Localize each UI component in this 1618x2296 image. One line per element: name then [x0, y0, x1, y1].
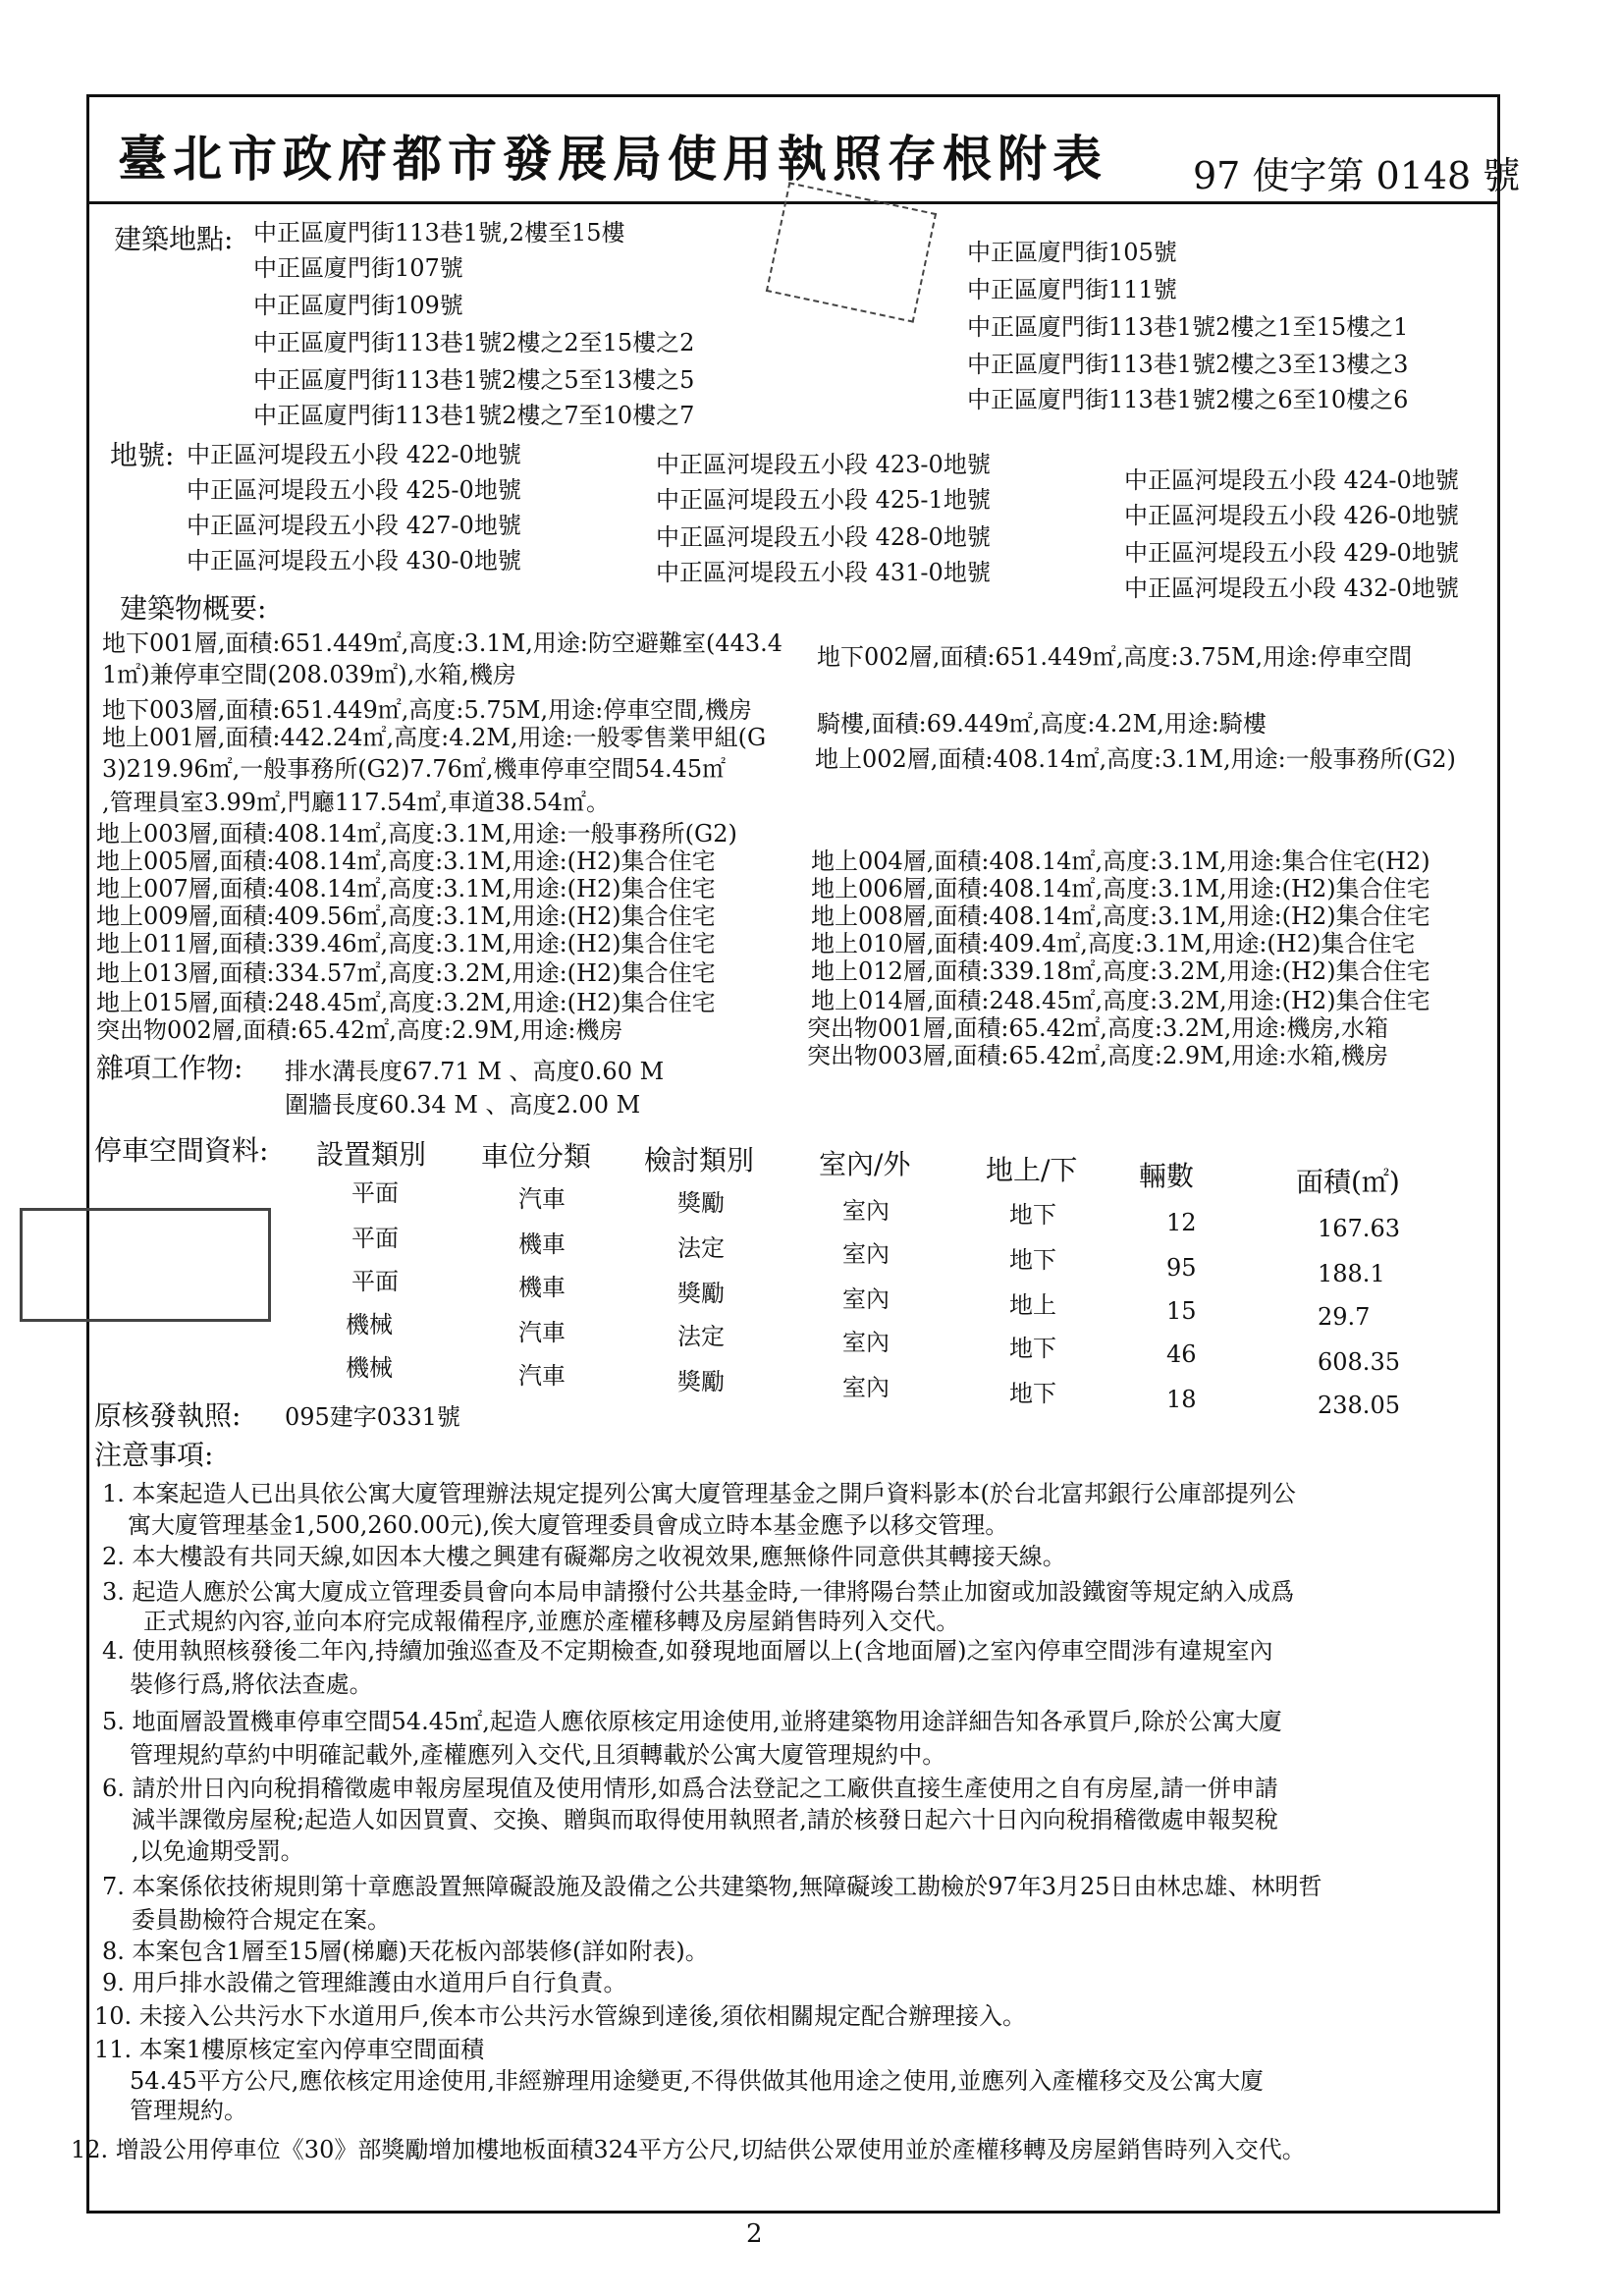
lot-c2-0: 中正區河堤段五小段 423-0地號 — [656, 451, 991, 478]
parking-r2-c6: 29.7 — [1318, 1303, 1371, 1331]
note-line-0: 1. 本案起造人已出具依公寓大廈管理辦法規定提列公寓大廈管理基金之開戶資料影本(於台北富邦銀行公庫部提列公 — [102, 1480, 1296, 1507]
lot-c1-0: 中正區河堤段五小段 422-0地號 — [187, 441, 521, 468]
misc-line1: 排水溝長度67.71 M 、高度0.60 M — [285, 1058, 665, 1085]
notes-label: 注意事項: — [94, 1439, 214, 1471]
parking-r4-c0: 機械 — [346, 1354, 393, 1382]
note-line-11: ,以免逾期受罰。 — [132, 1837, 304, 1865]
parking-r2-c5: 15 — [1166, 1297, 1197, 1325]
note-line-20: 12. 增設公用停車位《30》部獎勵增加樓地板面積324平方公尺,切結供公眾使用並於產權移轉及房屋銷售時列入交代。 — [71, 2136, 1306, 2163]
note-line-8: 管理規約草約中明確記載外,產權應列入交代,且須轉載於公寓大廈管理規約中。 — [130, 1741, 946, 1769]
seal-stamp-left — [20, 1208, 271, 1322]
parking-r3-c0: 機械 — [346, 1311, 393, 1339]
site-right-0: 中正區廈門街105號 — [967, 239, 1177, 266]
floor-right-1: 地上006層,面積:408.14㎡,高度:3.1M,用途:(H2)集合住宅 — [811, 875, 1430, 902]
site-left-2: 中正區廈門街109號 — [253, 292, 463, 319]
parking-r3-c2: 法定 — [677, 1323, 725, 1350]
note-line-19: 管理規約。 — [130, 2097, 247, 2124]
parking-r0-c2: 獎勵 — [677, 1189, 725, 1217]
parking-r3-c5: 46 — [1166, 1340, 1197, 1368]
floor-right-4: 地上012層,面積:339.18㎡,高度:3.2M,用途:(H2)集合住宅 — [811, 957, 1430, 985]
parking-r0-c6: 167.63 — [1318, 1215, 1400, 1242]
building-l3: 地上001層,面積:442.24㎡,高度:4.2M,用途:一般零售業甲組(G — [102, 724, 767, 751]
parking-r0-c1: 汽車 — [518, 1185, 566, 1213]
floor-left-0: 地上003層,面積:408.14㎡,高度:3.1M,用途:一般事務所(G2) — [96, 820, 737, 847]
parking-r0-c0: 平面 — [351, 1179, 399, 1207]
parking-header-4: 地上/下 — [986, 1154, 1078, 1186]
parking-r2-c1: 機車 — [518, 1274, 566, 1301]
building-l3c: ,管理員室3.99㎡,門廳117.54㎡,車道38.54㎡。 — [102, 789, 611, 816]
note-line-4: 正式規約內容,並向本府完成報備程序,並應於產權移轉及房屋銷售時列入交代。 — [143, 1608, 960, 1635]
parking-r1-c0: 平面 — [351, 1225, 399, 1252]
parking-r4-c2: 獎勵 — [677, 1368, 725, 1395]
site-left-0: 中正區廈門街113巷1號,2樓至15樓 — [253, 219, 625, 246]
floor-left-2: 地上007層,面積:408.14㎡,高度:3.1M,用途:(H2)集合住宅 — [96, 875, 716, 902]
note-line-16: 10. 未接入公共污水下水道用戶,俟本市公共污水管線到達後,須依相關規定配合辦理接入。 — [94, 2002, 1027, 2030]
lot-c3-3: 中正區河堤段五小段 432-0地號 — [1124, 574, 1459, 602]
site-left-3: 中正區廈門街113巷1號2樓之2至15樓之2 — [253, 329, 695, 356]
lot-c2-1: 中正區河堤段五小段 425-1地號 — [656, 486, 991, 514]
lot-c1-1: 中正區河堤段五小段 425-0地號 — [187, 476, 521, 504]
building-r2: 騎樓,面積:69.449㎡,高度:4.2M,用途:騎樓 — [817, 710, 1267, 738]
site-right-2: 中正區廈門街113巷1號2樓之1至15樓之1 — [967, 313, 1409, 341]
note-line-5: 4. 使用執照核發後二年內,持續加強巡查及不定期檢查,如發現地面層以上(含地面層)之室內停車空間涉有違規室內 — [102, 1637, 1273, 1665]
parking-r1-c2: 法定 — [677, 1234, 725, 1262]
parking-r3-c1: 汽車 — [518, 1319, 566, 1346]
building-l3b: 3)219.96㎡,一般事務所(G2)7.76㎡,機車停車空間54.45㎡ — [102, 755, 727, 783]
site-left-4: 中正區廈門街113巷1號2樓之5至13樓之5 — [253, 366, 695, 394]
parking-r4-c4: 地下 — [1009, 1380, 1056, 1407]
parking-header-6: 面積(㎡) — [1296, 1166, 1400, 1198]
site-right-3: 中正區廈門街113巷1號2樓之3至13樓之3 — [967, 351, 1409, 378]
misc-label: 雜項工作物: — [96, 1052, 243, 1084]
lot-c3-2: 中正區河堤段五小段 429-0地號 — [1124, 539, 1459, 567]
parking-header-5: 輛數 — [1139, 1160, 1195, 1192]
note-line-7: 5. 地面層設置機車停車空間54.45㎡,起造人應依原核定用途使用,並將建築物用途詳細告知各承買戶,除於公寓大廈 — [102, 1708, 1283, 1735]
parking-r1-c5: 95 — [1166, 1254, 1197, 1282]
floor-right-2: 地上008層,面積:408.14㎡,高度:3.1M,用途:(H2)集合住宅 — [811, 902, 1430, 930]
lot-c2-2: 中正區河堤段五小段 428-0地號 — [656, 523, 991, 551]
note-line-2: 2. 本大樓設有共同天線,如因本大樓之興建有礙鄰房之收視效果,應無條件同意供其轉接天線。 — [102, 1543, 1066, 1570]
parking-r3-c6: 608.35 — [1318, 1348, 1400, 1376]
site-left-5: 中正區廈門街113巷1號2樓之7至10樓之7 — [253, 402, 695, 429]
parking-r3-c4: 地下 — [1009, 1335, 1056, 1362]
parking-r4-c3: 室內 — [842, 1374, 890, 1401]
lot-c1-2: 中正區河堤段五小段 427-0地號 — [187, 512, 521, 539]
site-left-1: 中正區廈門街107號 — [253, 254, 463, 282]
misc-line2: 圍牆長度60.34 M 、高度2.00 M — [285, 1091, 641, 1119]
building-label: 建築物概要: — [120, 592, 267, 625]
building-r1: 地下002層,面積:651.449㎡,高度:3.75M,用途:停車空間 — [817, 643, 1413, 671]
parking-label: 停車空間資料: — [94, 1134, 269, 1167]
permit-number: 97 使字第 0148 號 — [1193, 154, 1521, 197]
lot-c3-0: 中正區河堤段五小段 424-0地號 — [1124, 466, 1459, 494]
parking-r1-c4: 地下 — [1009, 1246, 1056, 1274]
floor-left-6: 地上015層,面積:248.45㎡,高度:3.2M,用途:(H2)集合住宅 — [96, 989, 716, 1016]
floor-left-5: 地上013層,面積:334.57㎡,高度:3.2M,用途:(H2)集合住宅 — [96, 959, 716, 987]
note-line-18: 54.45平方公尺,應依核定用途使用,非經辦理用途變更,不得供做其他用途之使用,並應列入產權移交及公寓大廈 — [130, 2067, 1265, 2095]
floor-left-7: 突出物002層,面積:65.42㎡,高度:2.9M,用途:機房 — [96, 1016, 623, 1044]
floor-left-1: 地上005層,面積:408.14㎡,高度:3.1M,用途:(H2)集合住宅 — [96, 847, 716, 875]
page-title: 臺北市政府都市發展局使用執照存根附表 — [118, 130, 1107, 188]
parking-r2-c0: 平面 — [351, 1268, 399, 1295]
parking-r1-c6: 188.1 — [1318, 1260, 1385, 1287]
building-l1: 地下001層,面積:651.449㎡,高度:3.1M,用途:防空避難室(443.4 — [102, 629, 783, 657]
note-line-1: 寓大廈管理基金1,500,260.00元),俟大廈管理委員會成立時本基金應予以移交管理。 — [128, 1511, 1009, 1539]
parking-r4-c6: 238.05 — [1318, 1392, 1400, 1419]
site-right-1: 中正區廈門街111號 — [967, 276, 1177, 303]
floor-left-4: 地上011層,面積:339.46㎡,高度:3.1M,用途:(H2)集合住宅 — [96, 930, 716, 957]
original-permit-label: 原核發執照: — [94, 1399, 242, 1432]
note-line-9: 6. 請於卅日內向稅捐稽徵處申報房屋現值及使用情形,如爲合法登記之工廠供直接生產使用之自有房屋,請一併申請 — [102, 1775, 1278, 1802]
floor-right-6: 突出物001層,面積:65.42㎡,高度:3.2M,用途:機房,水箱 — [807, 1014, 1389, 1042]
parking-r2-c2: 獎勵 — [677, 1280, 725, 1307]
building-l2: 地下003層,面積:651.449㎡,高度:5.75M,用途:停車空間,機房 — [102, 696, 752, 724]
parking-header-3: 室內/外 — [819, 1148, 911, 1180]
floor-right-3: 地上010層,面積:409.4㎡,高度:3.1M,用途:(H2)集合住宅 — [811, 930, 1416, 957]
parking-r3-c3: 室內 — [842, 1329, 890, 1356]
note-line-13: 委員勘檢符合規定在案。 — [132, 1906, 391, 1934]
floor-right-5: 地上014層,面積:248.45㎡,高度:3.2M,用途:(H2)集合住宅 — [811, 987, 1430, 1014]
parking-r1-c3: 室內 — [842, 1240, 890, 1268]
original-permit-value: 095建字0331號 — [285, 1403, 460, 1431]
building-l1b: 1㎡)兼停車空間(208.039㎡),水箱,機房 — [102, 661, 516, 688]
lot-label: 地號: — [110, 439, 175, 471]
parking-r2-c3: 室內 — [842, 1285, 890, 1313]
parking-r0-c4: 地下 — [1009, 1201, 1056, 1229]
note-line-17: 11. 本案1樓原核定室內停車空間面積 — [94, 2036, 485, 2063]
lot-c3-1: 中正區河堤段五小段 426-0地號 — [1124, 502, 1459, 529]
lot-c2-3: 中正區河堤段五小段 431-0地號 — [656, 559, 991, 586]
note-line-12: 7. 本案係依技術規則第十章應設置無障礙設施及設備之公共建築物,無障礙竣工勘檢於97年3月25日由林忠雄、林明哲 — [102, 1873, 1322, 1900]
note-line-10: 減半課徵房屋稅;起造人如因買賣、交換、贈與而取得使用執照者,請於核發日起六十日內向稅捐稽徵處申報契稅 — [132, 1806, 1278, 1833]
parking-r0-c5: 12 — [1166, 1209, 1197, 1236]
note-line-6: 裝修行爲,將依法查處。 — [130, 1670, 373, 1698]
floor-left-3: 地上009層,面積:409.56㎡,高度:3.1M,用途:(H2)集合住宅 — [96, 902, 716, 930]
building-r3: 地上002層,面積:408.14㎡,高度:3.1M,用途:一般事務所(G2) — [815, 745, 1456, 773]
note-line-15: 9. 用戶排水設備之管理維護由水道用戶自行負責。 — [102, 1969, 627, 1996]
page-number: 2 — [746, 2219, 763, 2249]
parking-r2-c4: 地上 — [1009, 1291, 1056, 1319]
floor-right-7: 突出物003層,面積:65.42㎡,高度:2.9M,用途:水箱,機房 — [807, 1042, 1389, 1069]
parking-r0-c3: 室內 — [842, 1197, 890, 1225]
parking-header-1: 車位分類 — [481, 1140, 592, 1173]
note-line-14: 8. 本案包含1層至15層(梯廳)天花板內部裝修(詳如附表)。 — [102, 1938, 709, 1965]
site-right-4: 中正區廈門街113巷1號2樓之6至10樓之6 — [967, 386, 1409, 413]
site-label: 建築地點: — [114, 223, 234, 255]
parking-r1-c1: 機車 — [518, 1230, 566, 1258]
lot-c1-3: 中正區河堤段五小段 430-0地號 — [187, 547, 521, 574]
parking-header-0: 設置類別 — [316, 1138, 427, 1171]
parking-r4-c5: 18 — [1166, 1386, 1197, 1413]
parking-r4-c1: 汽車 — [518, 1362, 566, 1390]
note-line-3: 3. 起造人應於公寓大廈成立管理委員會向本局申請撥付公共基金時,一律將陽台禁止加窗或加設鐵窗等規定納入成爲 — [102, 1578, 1295, 1606]
parking-header-2: 檢討類別 — [644, 1144, 755, 1176]
floor-right-0: 地上004層,面積:408.14㎡,高度:3.1M,用途:集合住宅(H2) — [811, 847, 1430, 875]
